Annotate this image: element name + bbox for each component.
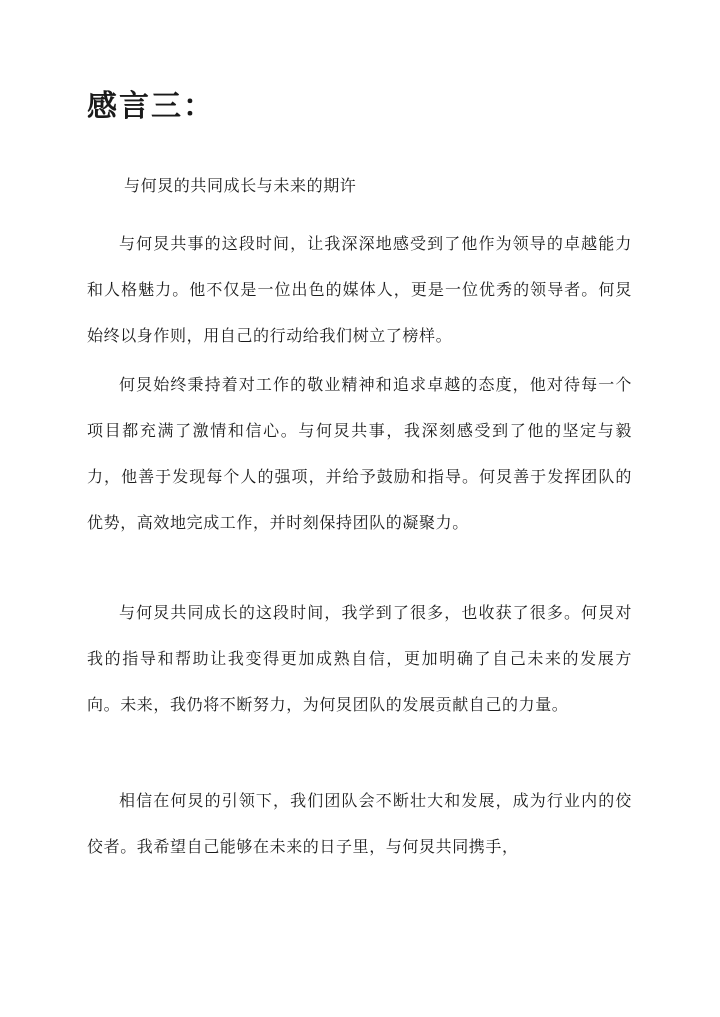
- subtitle: 与何炅的共同成长与未来的期许: [124, 176, 357, 195]
- paragraph-2: 何炅始终秉持着对工作的敬业精神和追求卓越的态度，他对待每一个项目都充满了激情和信心。与何炅共事，我深刻感受到了他的坚定与毅力，他善于发现每个人的强项，并给予鼓励和指导。何炅善于发挥团队的优势，高效地完成工作，并时刻保持团队的凝聚力。: [87, 375, 632, 532]
- paragraph-1: 与何炅共事的这段时间，让我深深地感受到了他作为领导的卓越能力和人格魅力。他不仅是一位出色的媒体人，更是一位优秀的领导者。何炅始终以身作则，用自己的行动给我们树立了榜样。: [87, 234, 632, 345]
- paragraph-4: 相信在何炅的引领下，我们团队会不断壮大和发展，成为行业内的佼佼者。我希望自己能够在未来的日子里，与何炅共同携手，: [87, 791, 632, 856]
- paragraph-3: 与何炅共同成长的这段时间，我学到了很多，也收获了很多。何炅对我的指导和帮助让我变得更加成熟自信，更加明确了自己未来的发展方向。未来，我仍将不断努力，为何炅团队的发展贡献自己的力量。: [87, 603, 632, 714]
- page-title: 感言三：: [87, 89, 215, 124]
